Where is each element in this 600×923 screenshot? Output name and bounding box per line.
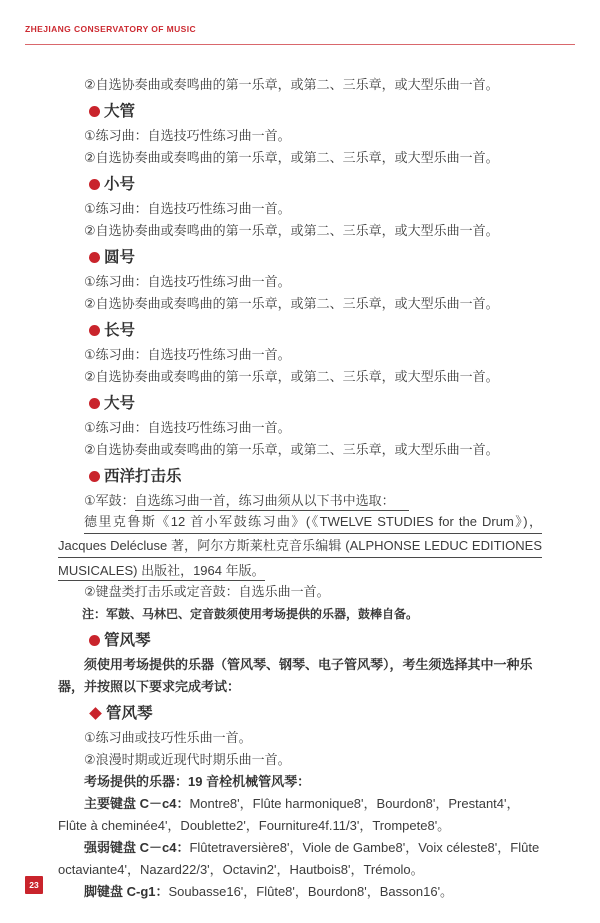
header-rule [25, 44, 575, 45]
bullet-icon [89, 471, 100, 482]
section-header-trombone [89, 319, 542, 342]
manual-label: 强弱键盘 C－c4： [84, 840, 190, 855]
page-header-title: ZHEJIANG CONSERVATORY OF MUSIC [25, 24, 197, 34]
bullet-icon [89, 325, 100, 336]
manual-stops: Flûtetraversière8'，Viole de Gambe8'，Voix céleste8'，Flûte octaviante4'，Nazard22/3'，Octavin2'，Hautbois8'，Trémolo。 [58, 840, 540, 877]
manual-stops: Montre8'，Flûte harmonique8'，Bourdon8'，Prestant4'，Flûte à cheminée4'，Doublette2'，Fourniture4f.11/3'，Trompete8'。 [58, 796, 520, 833]
section-header-trumpet [89, 173, 542, 196]
bullet-icon [89, 179, 100, 190]
snare-underlined-text: 自选练习曲一首，练习曲须从以下书中选取： [135, 493, 409, 511]
organ-intro-paragraph: 须使用考场提供的乐器（管风琴、钢琴、电子管风琴），考生须选择其中一种乐器，并按照以下要求完成考试： [58, 657, 533, 694]
percussion-note: 注：军鼓、马林巴、定音鼓须使用考场提供的乐器，鼓棒自备。 [82, 607, 419, 621]
book-reference-end: MUSICALES) 出版社，1964 年版。 [58, 563, 265, 581]
subsection-title: 管风琴 [106, 705, 153, 722]
book-reference-line: 德里克鲁斯《12 首小军鼓练习曲》(《TWELVE STUDIES for the Drum》)， [84, 512, 542, 534]
section-header-french-horn [89, 246, 542, 269]
manual-label: 主要键盘 C－c4： [84, 796, 190, 811]
body-line: ①练习曲或技巧性乐曲一首。 [84, 730, 252, 745]
page-number-badge: 23 [25, 876, 43, 894]
bullet-icon [89, 398, 100, 409]
body-line: ②自选协奏曲或奏鸣曲的第一乐章，或第二、三乐章，或大型乐曲一首。 [84, 150, 499, 165]
manual-label: 脚键盘 C-g1： [84, 884, 169, 899]
body-line: ②自选协奏曲或奏鸣曲的第一乐章，或第二、三乐章，或大型乐曲一首。 [84, 296, 499, 311]
body-line: ②浪漫时期或近现代时期乐曲一首。 [84, 752, 291, 767]
organ-manual-main [58, 793, 542, 837]
snare-requirement-line [58, 490, 542, 512]
book-reference-line [58, 560, 542, 581]
body-line: ②键盘类打击乐或定音鼓：自选乐曲一首。 [84, 584, 330, 599]
document-body [58, 74, 542, 903]
body-line: ①练习曲：自选技巧性练习曲一首。 [84, 201, 291, 216]
body-line: ①练习曲：自选技巧性练习曲一首。 [84, 128, 291, 143]
body-line: ②自选协奏曲或奏鸣曲的第一乐章，或第二、三乐章，或大型乐曲一首。 [84, 369, 499, 384]
manual-stops: Soubasse16'，Flûte8'，Bourdon8'，Basson16'。 [168, 884, 454, 899]
body-line: ①练习曲：自选技巧性练习曲一首。 [84, 420, 291, 435]
book-reference-line: Jacques Delécluse 著，阿尔方斯莱杜克音乐编辑 (ALPHONSE LEDUC EDITIONES [58, 536, 542, 558]
diamond-bullet-icon [89, 707, 102, 720]
snare-prefix: ①军鼓： [84, 493, 135, 508]
bullet-icon [89, 252, 100, 263]
section-title: 大管 [104, 103, 136, 120]
body-line: ①练习曲：自选技巧性练习曲一首。 [84, 347, 291, 362]
section-title: 圆号 [104, 249, 136, 266]
organ-manual-swell [58, 837, 542, 881]
bullet-icon [89, 106, 100, 117]
body-line: ②自选协奏曲或奏鸣曲的第一乐章，或第二、三乐章，或大型乐曲一首。 [84, 77, 499, 92]
provided-instrument-heading: 考场提供的乐器：19 音栓机械管风琴： [84, 774, 311, 789]
section-header-bassoon [89, 100, 542, 123]
section-title: 大号 [104, 395, 136, 412]
section-title: 小号 [104, 176, 136, 193]
section-title: 西洋打击乐 [104, 468, 182, 485]
section-header-percussion [89, 465, 542, 488]
organ-manual-pedal [58, 881, 542, 903]
section-title: 长号 [104, 322, 136, 339]
bullet-icon [89, 635, 100, 646]
body-line: ①练习曲：自选技巧性练习曲一首。 [84, 274, 291, 289]
section-title: 管风琴 [104, 632, 151, 649]
body-line: ②自选协奏曲或奏鸣曲的第一乐章，或第二、三乐章，或大型乐曲一首。 [84, 442, 499, 457]
section-header-tuba [89, 392, 542, 415]
section-header-organ [89, 629, 542, 652]
subsection-header-organ [89, 702, 542, 725]
body-line: ②自选协奏曲或奏鸣曲的第一乐章，或第二、三乐章，或大型乐曲一首。 [84, 223, 499, 238]
